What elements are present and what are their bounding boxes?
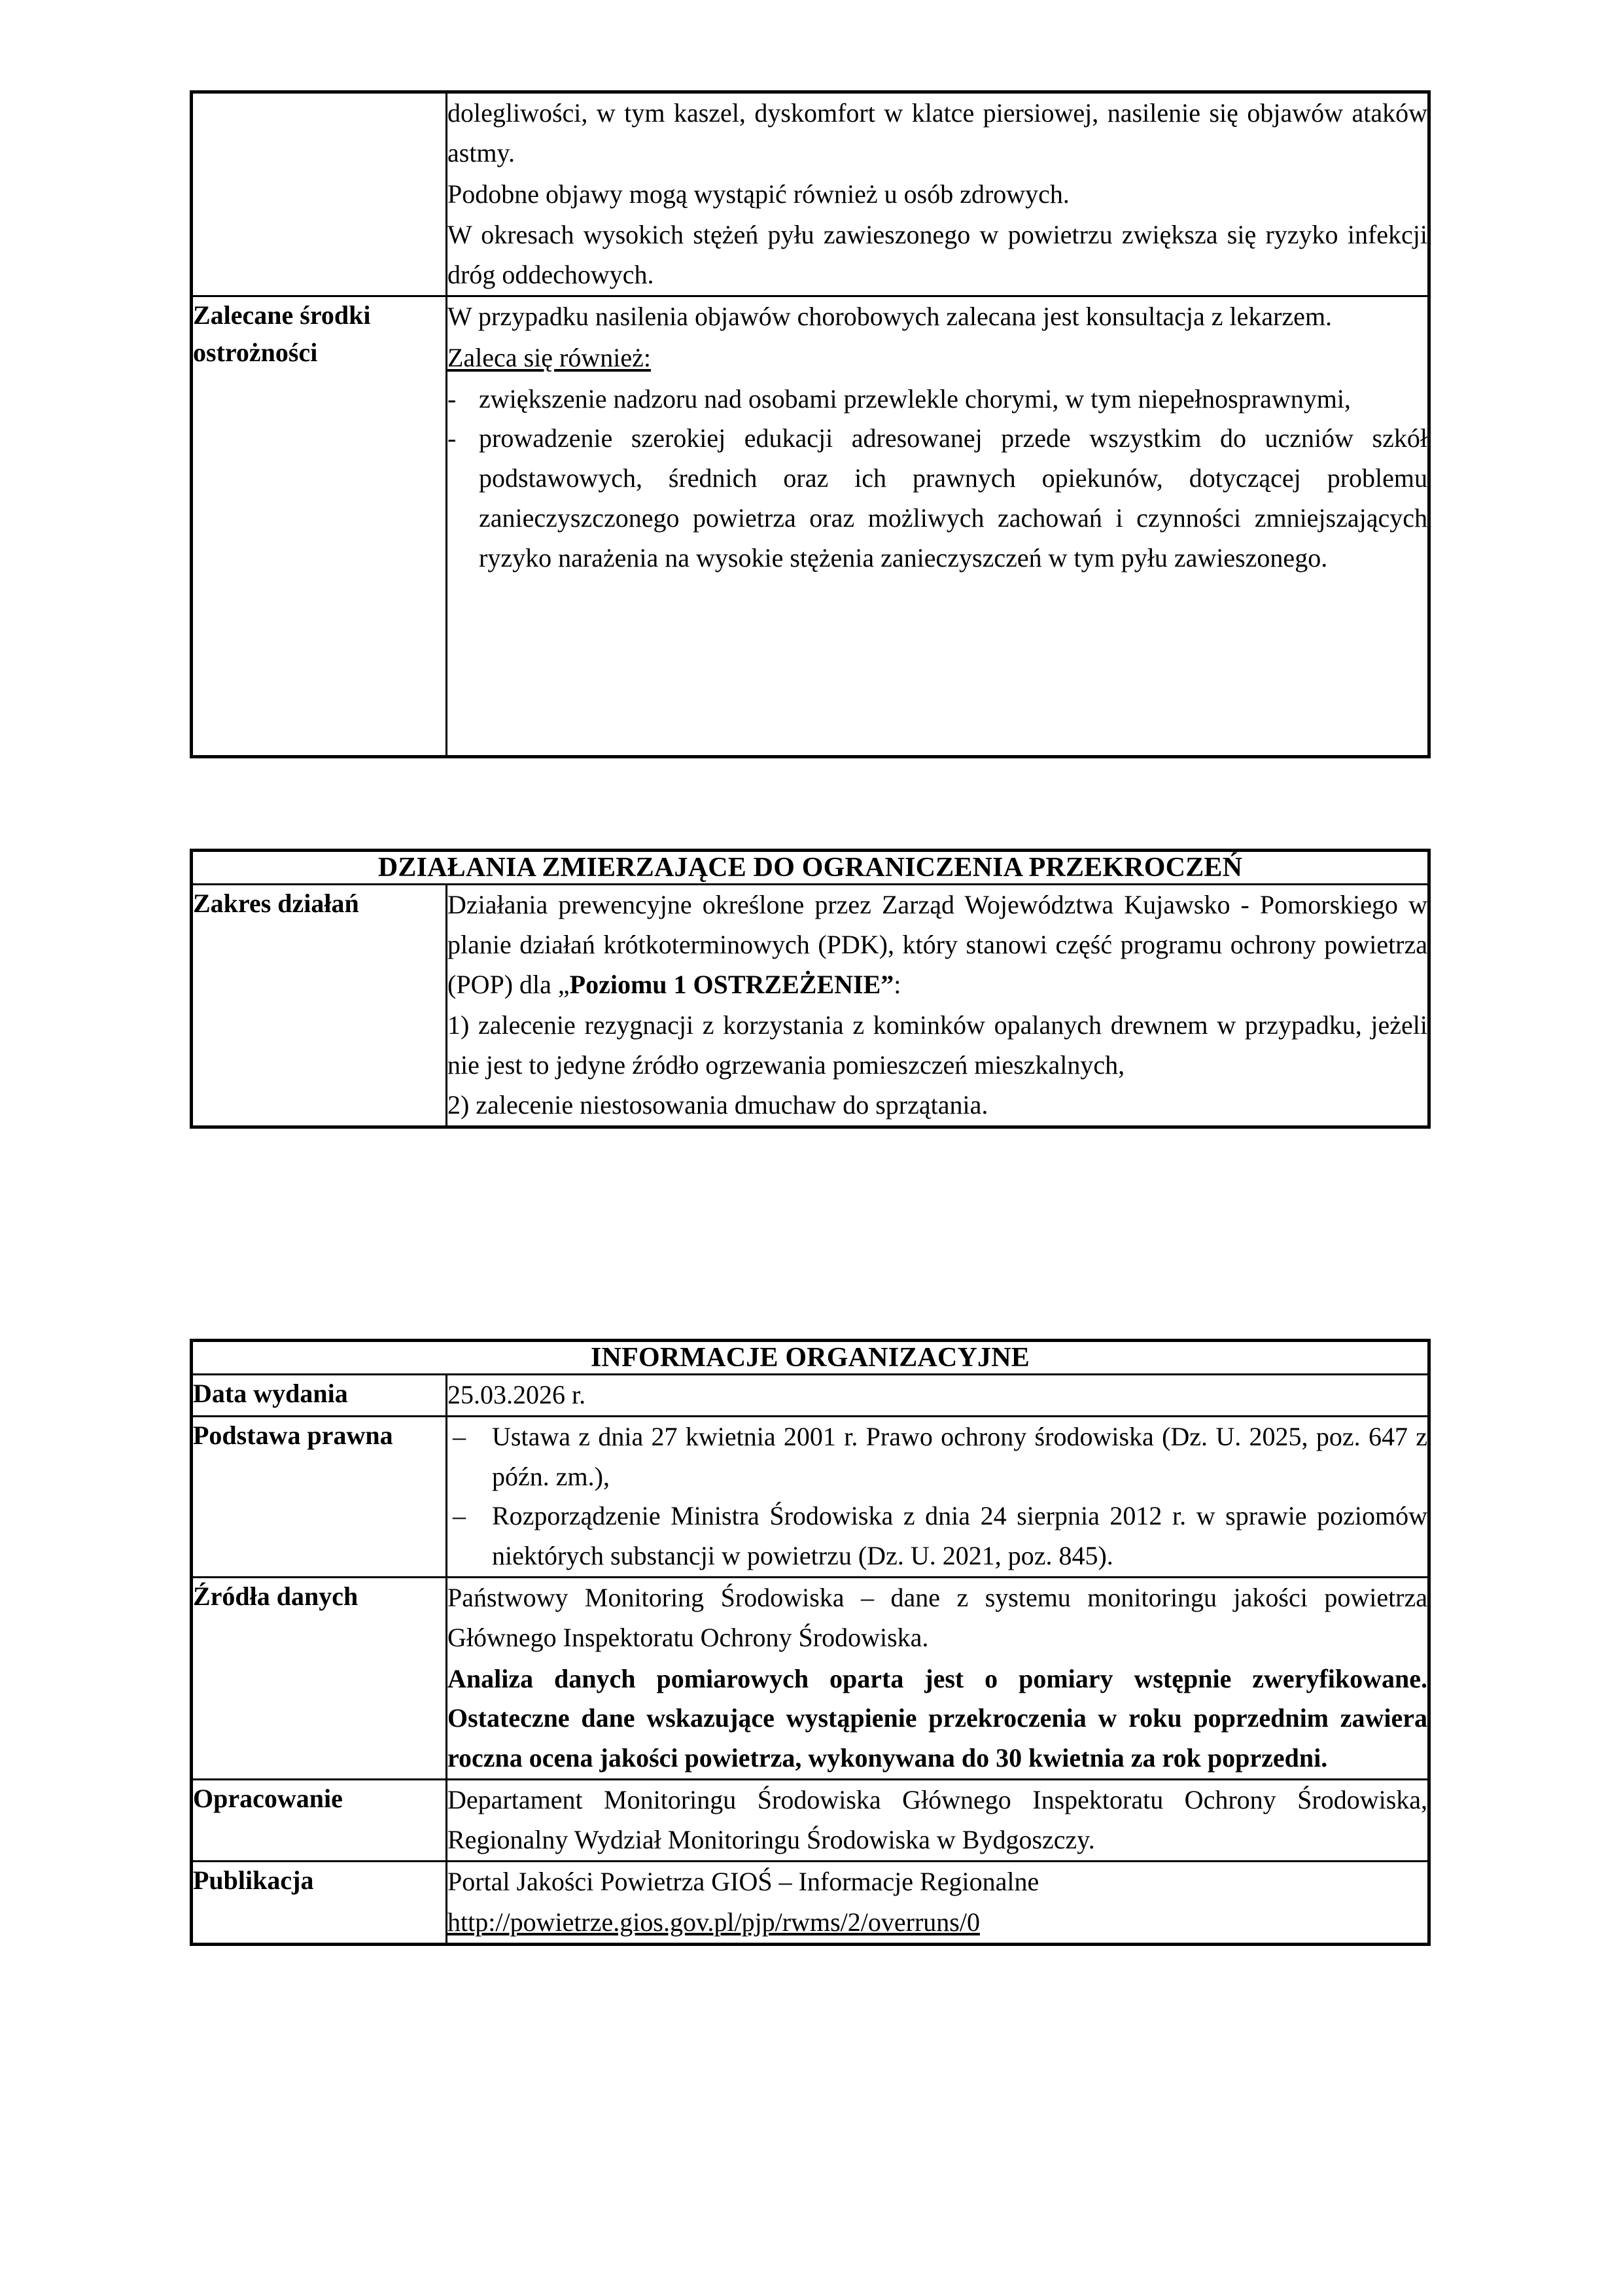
list-item xyxy=(447,380,1427,419)
list-item-text: Rozporządzenie Ministra Środowiska z dnia 24 sierpnia 2012 r. w sprawie poziomów niektórych substancji w powietrzu (Dz. U. 2021, poz. 845). xyxy=(492,1501,1428,1571)
row-label-empty xyxy=(192,92,447,296)
bold-run: Poziomu 1 OSTRZEŻENIE” xyxy=(569,969,894,999)
underline-run: Zaleca się również: xyxy=(447,342,651,372)
legal-basis-cell xyxy=(447,1416,1429,1577)
publication-link-wrap xyxy=(447,1903,1427,1943)
table-header-row xyxy=(192,851,1429,885)
orginfo-table xyxy=(190,1339,1431,1946)
intro-after-bold: : xyxy=(894,969,901,999)
table-row xyxy=(192,1577,1429,1779)
data-sources-cell xyxy=(447,1577,1429,1779)
intro-before-bold: Działania prewencyjne określone przez Zarząd Województwa Kujawsko - Pomorskiego w planie działań krótkoterminowych (PDK), który stanowi część programu ochrony powietrza (POP) dla „ xyxy=(447,890,1428,999)
list-item xyxy=(447,419,1427,578)
endash-marker: – xyxy=(453,1501,466,1531)
publication-cell xyxy=(447,1861,1429,1945)
row-label-legal-basis: Podstawa prawna xyxy=(192,1416,447,1577)
paragraph: Podobne objawy mogą wystąpić również u osób zdrowych. xyxy=(447,179,1070,209)
paragraph: dolegliwości, w tym kaszel, dyskomfort w klatce piersiowej, nasilenie się objawów ataków astmy. xyxy=(447,98,1427,168)
bold-run: Analiza danych pomiarowych oparta jest o pomiary wstępnie zweryfikowane. Ostateczne dane wskazujące wystąpienie przekroczenia w roku poprzednim zawiera roczna ocena jakości powietrza, wykonywana do 30 kwietnia za rok poprzedni. xyxy=(447,1663,1428,1773)
precautions-cell xyxy=(447,296,1429,756)
actions-numbered-list xyxy=(447,1006,1427,1125)
dash-marker: - xyxy=(447,383,457,414)
orginfo-table-wrapper xyxy=(190,1339,1431,1946)
paragraph: W okresach wysokich stężeń pyłu zawieszonego w powietrzu zwiększa się ryzyko infekcji dróg oddechowych. xyxy=(447,220,1427,290)
paragraph: Portal Jakości Powietrza GIOŚ – Informacje Regionalne xyxy=(447,1866,1039,1896)
list-item-text: Ustawa z dnia 27 kwietnia 2001 r. Prawo ochrony środowiska (Dz. U. 2025, poz. 647 z późn. zm.), xyxy=(492,1421,1428,1491)
row-label-issue-date: Data wydania xyxy=(192,1375,447,1417)
prepared-by-value xyxy=(447,1779,1429,1861)
issue-date-value xyxy=(447,1375,1429,1417)
table-row xyxy=(192,1375,1429,1417)
precautions-list xyxy=(447,380,1427,578)
legal-basis-list xyxy=(447,1417,1427,1576)
publication-link[interactable]: http://powietrze.gios.gov.pl/pjp/rwms/2/overruns/0 xyxy=(447,1907,980,1937)
list-item: 2) zalecenie niestosowania dmuchaw do sprzątania. xyxy=(447,1089,988,1120)
paragraph: 25.03.2026 r. xyxy=(447,1380,586,1409)
symptoms-table xyxy=(190,90,1431,758)
dash-marker: - xyxy=(447,423,457,453)
list-item xyxy=(447,1496,1427,1576)
symptoms-table-wrapper xyxy=(190,90,1431,758)
row-label-precautions: Zalecane środki ostrożności xyxy=(192,296,447,756)
row-label-publication: Publikacja xyxy=(192,1861,447,1945)
row-label-data-sources: Źródła danych xyxy=(192,1577,447,1779)
table-row xyxy=(192,92,1429,296)
list-item: 1) zalecenie rezygnacji z korzystania z kominków opalanych drewnem w przypadku, jeżeli nie jest to jedyne źródło ogrzewania pomieszczeń mieszkalnych, xyxy=(447,1010,1428,1080)
table-row xyxy=(192,885,1429,1127)
list-item-text: zwiększenie nadzoru nad osobami przewlekle chorymi, w tym niepełnosprawnymi, xyxy=(479,383,1351,414)
row-label-scope: Zakres działań xyxy=(192,885,447,1127)
paragraph-intro: W przypadku nasilenia objawów chorobowych zalecana jest konsultacja z lekarzem. xyxy=(447,301,1333,331)
underlined-heading xyxy=(447,338,1427,378)
row-label-prepared-by: Opracowanie xyxy=(192,1779,447,1861)
paragraph: Departament Monitoringu Środowiska Głównego Inspektoratu Ochrony Środowiska, Regionalny Wydział Monitoringu Środowiska w Bydgoszczy. xyxy=(447,1784,1428,1854)
list-item-text: prowadzenie szerokiej edukacji adresowanej przede wszystkim do uczniów szkół podstawowych, średnich oraz ich prawnych opiekunów, dotyczącej problemu zanieczyszczonego powietrza oraz możliwych zachowań i czynności zmniejszających ryzyko narażenia na wysokie stężenia zanieczyszczeń w tym pyłu zawieszonego. xyxy=(479,423,1427,573)
actions-section-title: DZIAŁANIA ZMIERZAJĄCE DO OGRANICZENIA PRZEKROCZEŃ xyxy=(192,851,1429,885)
paragraph: Państwowy Monitoring Środowiska – dane z systemu monitoringu jakości powietrza Głównego Inspektoratu Ochrony Środowiska. xyxy=(447,1582,1428,1652)
actions-scope-cell xyxy=(447,885,1429,1127)
table-row xyxy=(192,1861,1429,1945)
actions-table xyxy=(190,849,1431,1129)
orginfo-section-title: INFORMACJE ORGANIZACYJNE xyxy=(192,1341,1429,1375)
paragraph-bold xyxy=(447,1659,1427,1778)
table-header-row xyxy=(192,1341,1429,1375)
table-row xyxy=(192,1779,1429,1861)
table-row xyxy=(192,1416,1429,1577)
actions-table-wrapper xyxy=(190,849,1431,1129)
endash-marker: – xyxy=(453,1421,466,1451)
table-row xyxy=(192,296,1429,756)
paragraph-intro xyxy=(447,885,1427,1004)
symptoms-continuation-cell xyxy=(447,92,1429,296)
list-item xyxy=(447,1417,1427,1497)
